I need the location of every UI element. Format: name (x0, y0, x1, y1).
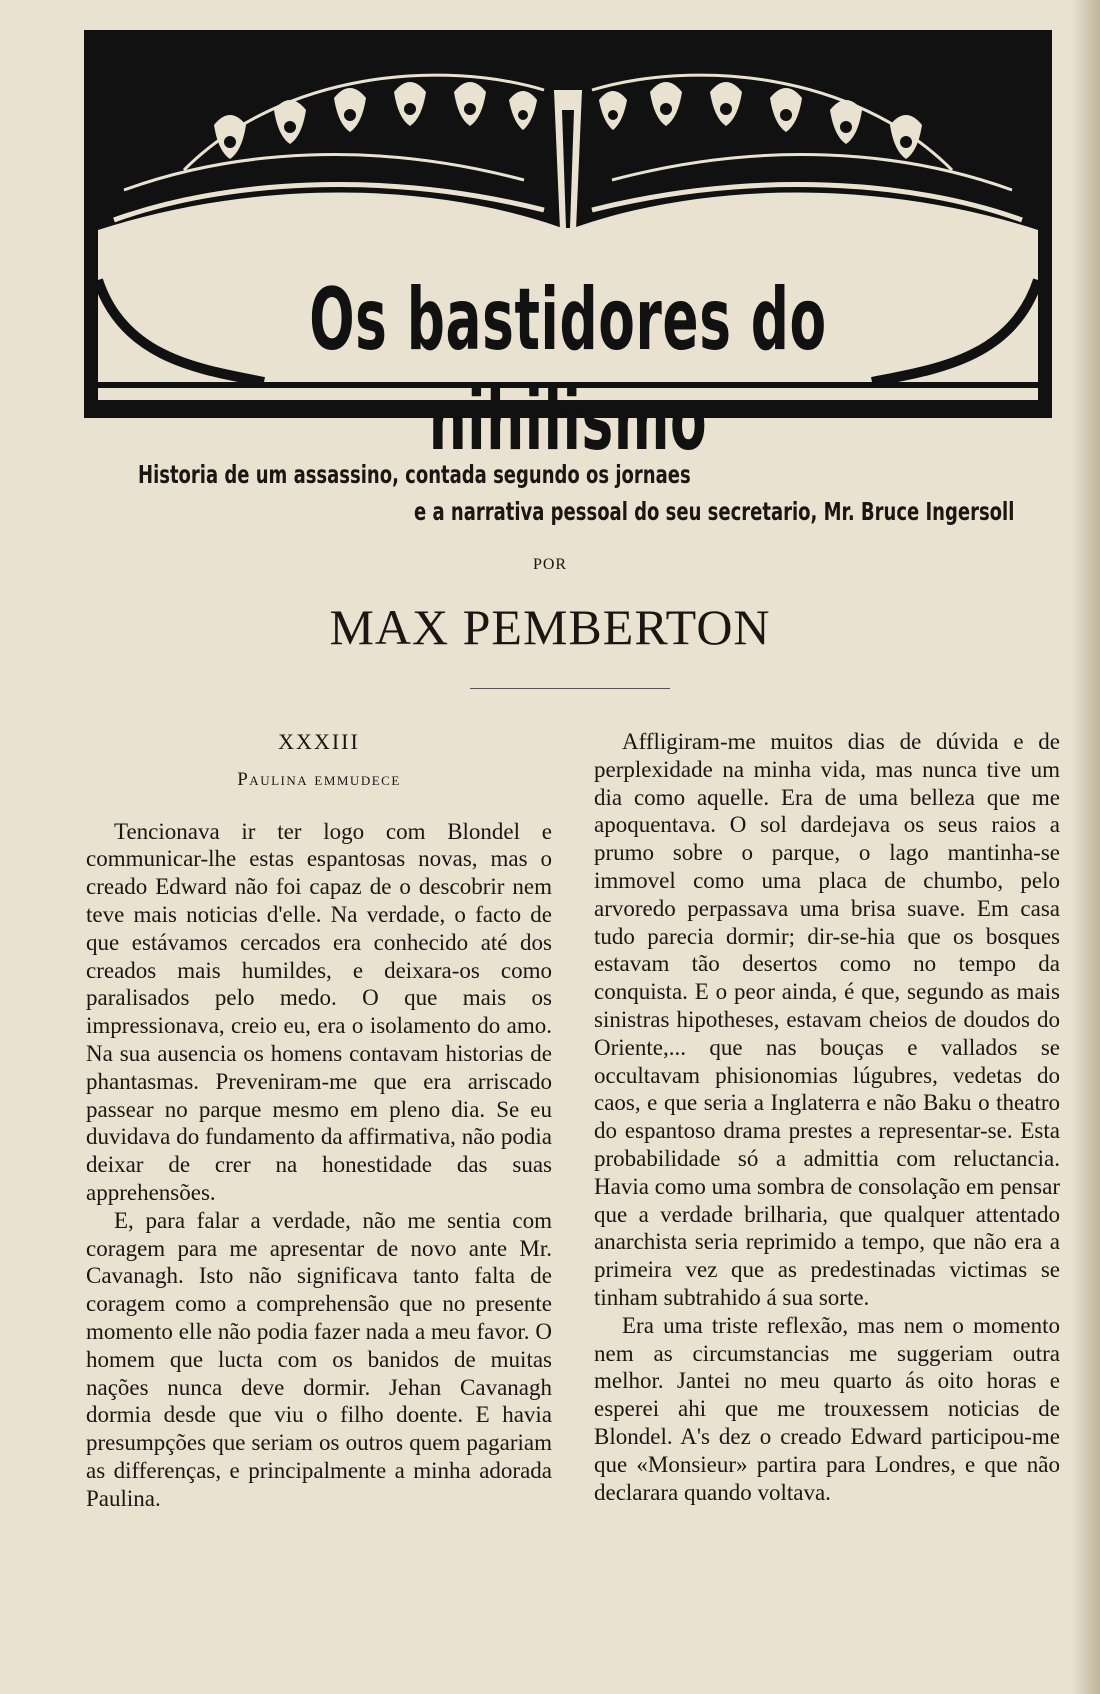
ornamental-header-banner (84, 30, 1052, 470)
paragraph: E, para falar a verdade, não me sentia com coragem para me apresentar de novo ante Mr. Cavanagh. Isto não significava tanto falta de coragem como a comprehensão que no presente momento elle não podia fazer nada a meu favor. O homem que lucta com os banidos de muitas nações nunca deve dormir. Jehan Cavanagh dormia desde que viu o filho doente. E havia presumpções que seriam os outros quem pagariam as differenças, e principalmente a minha adorada Paulina. (86, 1207, 552, 1511)
page-edge-shadow (1072, 0, 1100, 1694)
text-column-left (86, 728, 552, 1513)
chapter-number: XXXIII (278, 729, 360, 754)
chapter-title: Paulina emmudece (237, 768, 401, 790)
paragraph: Tencionava ir ter logo com Blondel e communicar-lhe estas espantosas novas, mas o creado Edward não foi capaz de o descobrir nem teve mais noticias d'elle. Na verdade, o facto de que estávamos cercados era conhecido até dos creados mais humildes, e deixara-os como paralisados pelo medo. O que mais os impressionava, creio eu, era o isolamento do amo. Na sua ausencia os homens contavam historias de phantasmas. Preveniram-me que era arriscado passear no parque mesmo em pleno dia. Se eu duvidava do fundamento da affirmativa, não podia deixar de crer na honestidade das suas apprehensões. (86, 818, 552, 1205)
subtitle-line-1: Historia de um assassino, contada segundo os jornaes (138, 460, 691, 489)
paragraph: Affligiram-me muitos dias de dúvida e de perplexidade na minha vida, mas nunca tive um dia como aquelle. Era de uma belleza que me apoquentava. O sol dardejava os seus raios a prumo sobre o parque, o lago mantinha-se immovel como uma placa de chumbo, pelo arvoredo perpassava uma brisa suave. Em casa tudo parecia dormir; dir-se-hia que os bosques estavam tão desertos como no tempo da conquista. E o peor ainda, é que, segundo as mais sinistras hipotheses, estavam cheios de doudos do Oriente,... que nas bouças e vallados se occultavam phisionomias lúgubres, vedetas do caos, e que seria a Inglaterra e não Baku o theatro do espantoso drama prestes a representar-se. Esta probabilidade só a admittia com reluctancia. Havia como uma sombra de consolação em pensar que a verdade brilharia, que qualquer attentado anarchista seria reprimido a tempo, que não era a primeira vez que as predestinadas victimas se tinham subtrahido á sua sorte. (594, 729, 1060, 1310)
paragraph: Era uma triste reflexão, mas nem o momento nem as circumstancias me suggeriam outra melhor. Jantei no meu quarto ás oito horas e esperei ahi que me trouxessem noticias de Blondel. A's dez o creado Edward participou-me que «Monsieur» partira para Londres, e que não declarara quando voltava. (594, 1312, 1060, 1505)
author-name: MAX PEMBERTON (329, 599, 771, 655)
divider-rule (470, 688, 670, 689)
text-column-right (594, 728, 1060, 1506)
subtitle-line-2: e a narrativa pessoal do seu secretario, Mr. Bruce Ingersoll (414, 497, 1015, 526)
article-title: Os bastidores do nihilismo (309, 270, 827, 470)
byline-por: POR (532, 556, 568, 573)
